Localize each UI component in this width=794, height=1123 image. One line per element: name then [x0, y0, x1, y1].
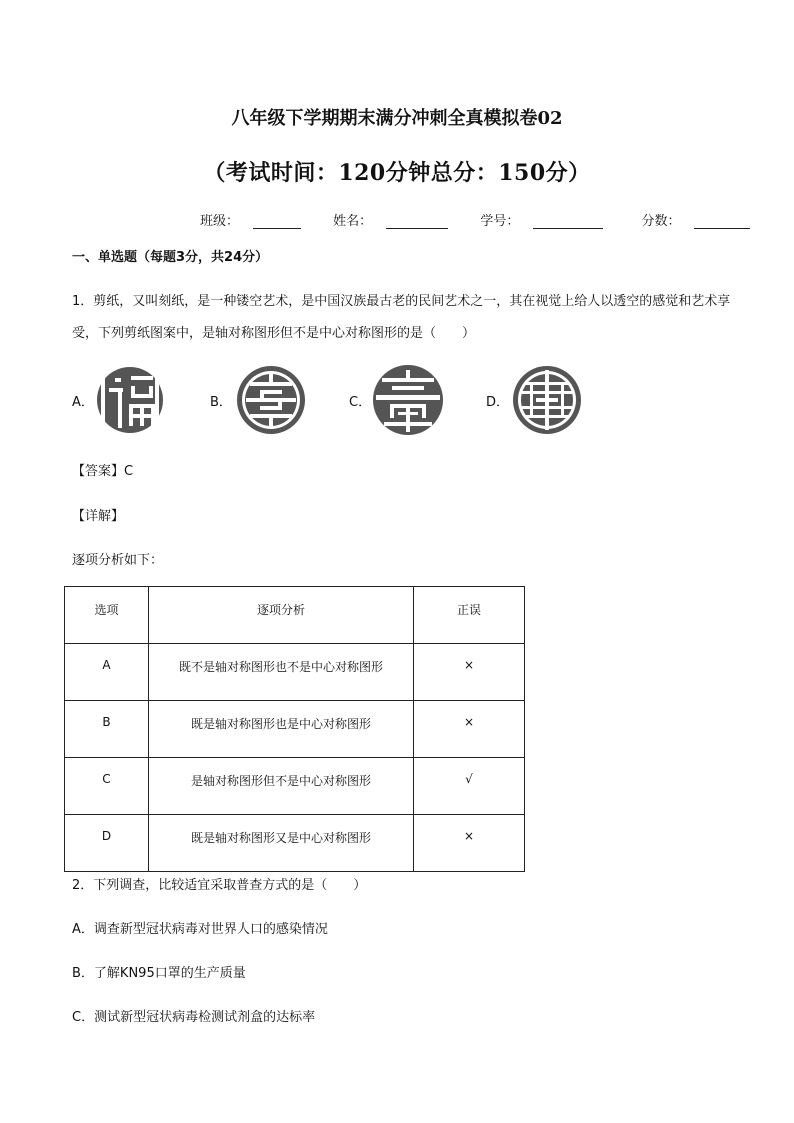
table-header-cell: 逐项分析: [149, 587, 414, 644]
question-1-stem: 1．剪纸，又叫刻纸，是一种镂空艺术，是中国汉族最古老的民间艺术之一，其在视觉上给人以透空的感觉和艺术享受，下列剪纸图案中，是轴对称图形但不是中心对称图形的是（ ）: [72, 294, 731, 341]
question-2-stem: 2．下列调查，比较适宜采取普查方式的是（ ）: [72, 878, 367, 893]
option-b-label: B．: [210, 395, 232, 410]
table-row: [65, 701, 525, 758]
xi-papercut-icon: [372, 364, 444, 436]
table-cell: A: [65, 644, 149, 701]
detail-label: 【详解】: [72, 509, 125, 524]
answer-label: 【答案】C: [72, 464, 134, 479]
id-label: 学号：: [480, 214, 520, 229]
fu-papercut-icon: [95, 364, 165, 436]
option-d-label: D．: [486, 395, 510, 410]
class-blank[interactable]: [253, 214, 301, 229]
table-cell: ×: [414, 815, 525, 872]
shou-papercut-icon: [236, 364, 306, 436]
table-header-cell: 正误: [414, 587, 525, 644]
name-blank[interactable]: [386, 214, 448, 229]
id-blank[interactable]: [533, 214, 603, 229]
student-info-fields: [200, 210, 778, 229]
question-2-option-a: A．调查新型冠状病毒对世界人口的感染情况: [72, 922, 328, 937]
table-header-cell: 选项: [65, 587, 149, 644]
question-2-option-b: B．了解KN95口罩的生产质量: [72, 966, 246, 981]
section-heading: 一、单选题（每题3分，共24分）: [72, 250, 269, 265]
table-row: [65, 815, 525, 872]
table-cell: 既不是轴对称图形也不是中心对称图形: [149, 644, 414, 701]
table-row: [65, 644, 525, 701]
table-cell: D: [65, 815, 149, 872]
analysis-intro: 逐项分析如下：: [72, 553, 164, 568]
table-cell: 是轴对称图形但不是中心对称图形: [149, 758, 414, 815]
table-cell: 既是轴对称图形也是中心对称图形: [149, 701, 414, 758]
score-blank[interactable]: [694, 214, 750, 229]
option-a-label: A．: [72, 395, 94, 410]
score-label: 分数：: [641, 214, 681, 229]
question-2-option-c: C．测试新型冠状病毒检测试剂盒的达标率: [72, 1010, 316, 1025]
table-cell: ×: [414, 701, 525, 758]
class-label: 班级：: [200, 214, 240, 229]
exam-title: 八年级下学期期末满分冲刺全真模拟卷02: [231, 108, 563, 129]
exam-subtitle: （考试时间：120分钟总分：150分）: [203, 160, 591, 186]
shuangxi-papercut-icon: [512, 364, 582, 436]
table-cell: ×: [414, 644, 525, 701]
table-header-row: [65, 587, 525, 644]
table-cell: √: [414, 758, 525, 815]
table-cell: 既是轴对称图形又是中心对称图形: [149, 815, 414, 872]
option-c-label: C．: [349, 395, 372, 410]
table-row: [65, 758, 525, 815]
table-cell: B: [65, 701, 149, 758]
analysis-table: [64, 586, 525, 872]
name-label: 姓名：: [333, 214, 373, 229]
table-cell: C: [65, 758, 149, 815]
